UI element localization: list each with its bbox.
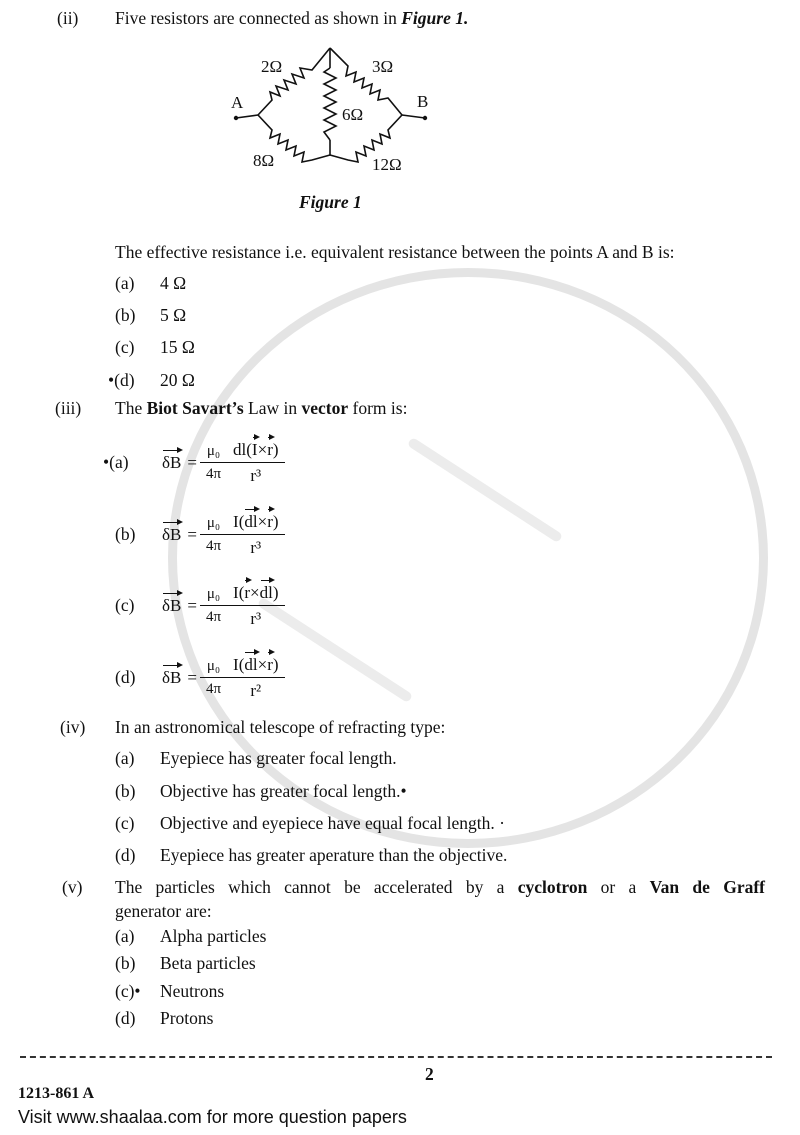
page-number: 2 [425,1064,434,1084]
option-label: •(a) [103,452,129,472]
equals-sign: = [187,668,197,687]
delta-b-vector: δB [162,668,182,687]
option-label: (b) [115,781,136,801]
main-fraction [230,583,282,629]
numerator-start: dl( [233,440,252,459]
question-number: (v) [62,877,83,897]
cross-operator: × [257,440,268,459]
option-label: •(d) [108,370,135,390]
biot-savart-formula [162,512,282,558]
question-number: (iv) [60,717,86,737]
constant-fraction [203,515,224,555]
mu-zero: μ₀ [206,515,221,531]
numerator [230,583,282,605]
option-label: (a) [115,926,135,946]
delta-b-vector: δB [162,596,182,615]
vector-1: dl [244,512,258,531]
node-a-label: A [231,93,244,112]
equals-sign: = [187,525,197,544]
resistor-label: 3Ω [372,57,394,76]
mu-zero: μ₀ [206,443,221,459]
option-label: (c) [115,337,135,357]
option-text: Neutrons [160,981,225,1001]
option-label: (d) [115,1008,136,1028]
option-label: (c) [115,813,135,833]
mu-zero: μ₀ [206,586,221,602]
four-pi: 4π [200,534,227,555]
numerator [230,440,282,462]
question-text-line2: generator are: [115,901,212,921]
question-text: Five resistors are connected as shown in Figure 1. [115,8,469,28]
resistor-label: 8Ω [253,151,275,170]
four-pi: 4π [200,677,227,698]
numerator-start: I( [233,583,245,602]
numerator-end: ) [272,655,279,674]
resistor-label: 12Ω [372,155,402,174]
resistor-label: 2Ω [261,57,283,76]
vector-2: r [267,655,273,674]
biot-savart-formula [162,583,282,629]
constant-fraction [203,586,224,626]
delta-b-vector: δB [162,525,182,544]
vector-2: dl [259,583,273,602]
denominator: r³ [227,605,285,629]
question-text: In an astronomical telescope of refracting type: [115,717,446,737]
option-text: 15 Ω [160,337,195,357]
option-text: Eyepiece has greater focal length. [160,748,397,768]
main-fraction [230,440,282,486]
option-label: (c)• [115,981,141,1001]
option-text: Protons [160,1008,214,1028]
constant-fraction [203,658,224,698]
numerator [230,512,282,534]
cross-operator: × [257,655,268,674]
equals-sign: = [187,453,197,472]
vector-1: r [244,583,251,602]
biot-savart-formula [162,655,282,701]
numerator-start: I( [233,655,245,674]
question-text: The effective resistance i.e. equivalent resistance between the points A and B is: [115,242,675,262]
four-pi: 4π [200,462,227,483]
option-label: (a) [115,748,135,768]
main-fraction [230,655,282,701]
option-text: Objective and eyepiece have equal focal length. · [160,813,505,833]
option-label: (b) [115,524,136,544]
option-label: (d) [115,667,136,687]
question-number: (ii) [57,8,79,28]
equals-sign: = [187,596,197,615]
option-text: Objective has greater focal length.• [160,781,407,801]
constant-fraction [203,443,224,483]
node-b-label: B [417,92,429,111]
option-text: Alpha particles [160,926,267,946]
denominator: r³ [227,534,285,558]
numerator-end: ) [272,440,279,459]
visit-link[interactable]: Visit www.shaalaa.com for more question papers [18,1107,407,1127]
option-label: (c) [115,595,135,615]
option-label: (b) [115,305,136,325]
cross-operator: × [257,512,268,531]
main-fraction [230,512,282,558]
vector-2: r [267,512,273,531]
question-text: The particles which cannot be accelerated by a cyclotron or a Van de Graff [115,877,765,897]
numerator [230,655,282,677]
option-text: 20 Ω [160,370,195,390]
delta-b-vector: δB [162,453,182,472]
option-text: Eyepiece has greater aperature than the objective. [160,845,508,865]
cross-operator: × [250,583,260,602]
figure-caption: Figure 1 [299,192,362,212]
four-pi: 4π [200,605,227,626]
option-label: (a) [115,273,135,293]
question-text: The Biot Savart’s Law in vector form is: [115,398,408,418]
option-label: (d) [115,845,136,865]
vector-2: r [267,440,273,459]
vector-1: I [251,440,258,459]
vector-1: dl [244,655,258,674]
resistor-label: 6Ω [342,105,364,124]
paper-code: 1213-861 A [18,1085,94,1102]
option-text: Beta particles [160,953,256,973]
mu-zero: μ₀ [206,658,221,674]
option-text: 5 Ω [160,305,187,325]
biot-savart-formula [162,440,282,486]
option-text: 4 Ω [160,273,187,293]
numerator-end: ) [272,512,279,531]
option-label: (b) [115,953,136,973]
numerator-start: I( [233,512,245,531]
footer-divider [20,1056,772,1058]
question-number: (iii) [55,398,82,418]
denominator: r² [227,677,285,701]
denominator: r³ [227,462,285,486]
numerator-end: ) [272,583,279,602]
